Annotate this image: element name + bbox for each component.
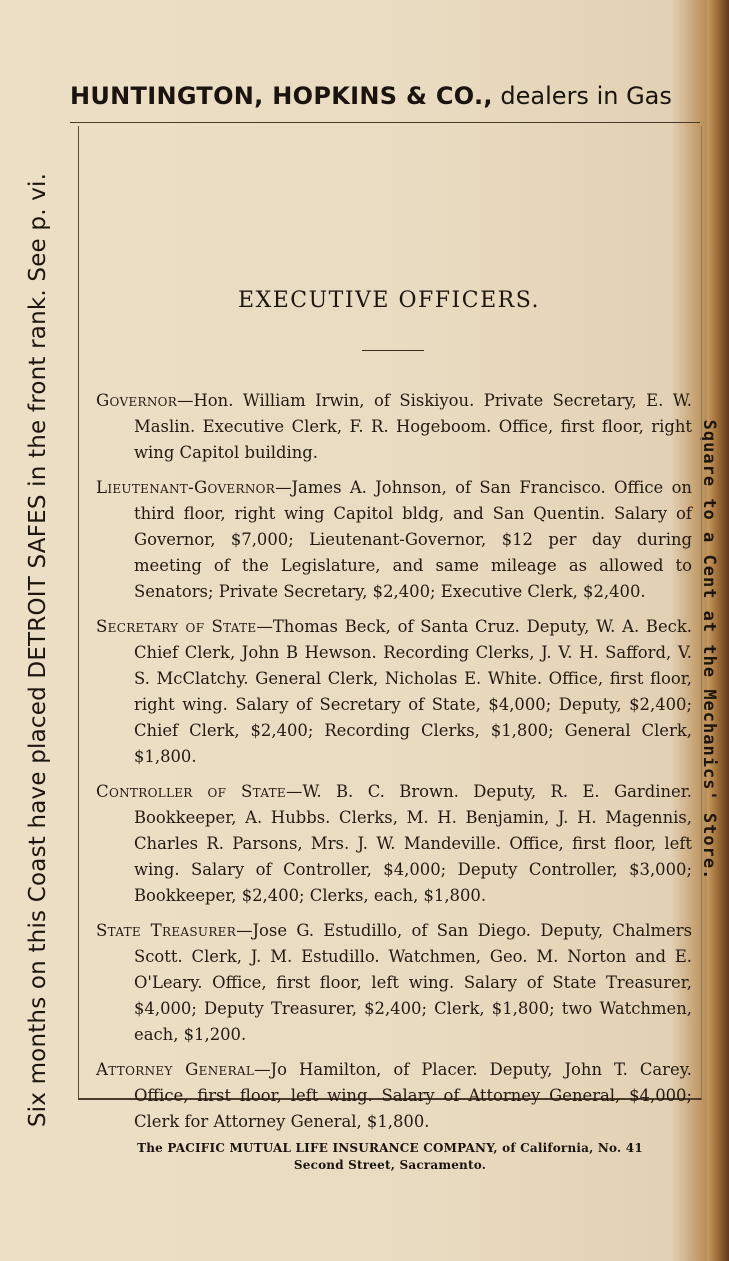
- footer-line-1: The PACIFIC MUTUAL LIFE INSURANCE COMPANY, of California, No. 41: [137, 1141, 643, 1155]
- entry-text: —Jose G. Estudillo, of San Diego. Deputy, Chalmers Scott. Clerk, J. M. Estudillo. Watchmen, Geo. M. Norton and E. O'Leary. Office, first floor, left wing. Salary of State Treasurer, $4,000; Deputy Treasurer, $2,400; Clerk, $1,800; two Watchmen, each, $1,200.: [134, 921, 693, 1044]
- footer-advert: [80, 1140, 700, 1174]
- left-margin-advert-text: Six months on this Coast have placed DETROIT SAFES in the front rank. See p. vi.: [25, 172, 51, 1128]
- entry-secretary-of-state: [96, 614, 692, 770]
- entry-lieutenant-governor: [96, 475, 692, 605]
- office-name: Lieutenant-Governor: [96, 478, 276, 497]
- running-header: [70, 82, 710, 118]
- entry-attorney-general: [96, 1057, 692, 1135]
- header-rule: [70, 122, 700, 123]
- footer-line-2: Second Street, Sacramento.: [293, 1158, 487, 1172]
- office-name: Secretary of State: [96, 617, 257, 636]
- officers-list: [96, 388, 692, 1144]
- page-title: EXECUTIVE OFFICERS.: [238, 288, 540, 313]
- title-rule: [362, 350, 424, 351]
- entry-text: —Thomas Beck, of Santa Cruz. Deputy, W. A. Beck. Chief Clerk, John B Hewson. Recording Clerks, J. V. H. Safford, V. S. McClatchy. General Clerk, Nicholas E. White. Office, first floor, right wing. Salary of Secretary of State, $4,000; Deputy, $2,400; Chief Clerk, $2,400; Recording Clerks, $1,800; General Clerk, $1,800.: [134, 617, 693, 766]
- entry-controller-of-state: [96, 779, 692, 909]
- entry-text: —W. B. C. Brown. Deputy, R. E. Gardiner. Bookkeeper, A. Hubbs. Clerks, M. H. Benjamin, J. H. Magennis, Charles R. Parsons, Mrs. J. W. Mandeville. Office, first floor, left wing. Salary of Controller, $4,000; Deputy Controller, $3,000; Bookkeeper, $2,400; Clerks, each, $1,800.: [134, 782, 693, 905]
- left-margin-advert: [18, 130, 58, 1170]
- entry-text: —Hon. William Irwin, of Siskiyou. Private Secretary, E. W. Maslin. Executive Clerk, F. R. Hogeboom. Office, first floor, right wing Capitol building.: [134, 391, 692, 462]
- office-name: State Treasurer: [96, 921, 237, 940]
- right-margin-advert-text: Square to a Cent at the Mechanics' Store.: [699, 419, 719, 881]
- entry-text: —James A. Johnson, of San Francisco. Office on third floor, right wing Capitol bldg, and San Quentin. Salary of Governor, $7,000; Lieutenant-Governor, $12 per day during meeting of the Legislature, and same mileage as allowed to Senators; Private Secretary, $2,400; Executive Clerk, $2,400.: [134, 478, 692, 601]
- entry-governor: [96, 388, 692, 466]
- office-name: Attorney General: [96, 1060, 255, 1079]
- office-name: Governor: [96, 391, 178, 410]
- header-company: HUNTINGTON, HOPKINS & CO.,: [70, 82, 493, 110]
- office-name: Controller of State: [96, 782, 286, 801]
- entry-text: —Jo Hamilton, of Placer. Deputy, John T. Carey. Office, first floor, left wing. Salary of Attorney General, $4,000; Clerk for Attorney General, $1,800.: [134, 1060, 692, 1131]
- entry-state-treasurer: [96, 918, 692, 1048]
- header-rest: dealers in Gas: [492, 82, 672, 110]
